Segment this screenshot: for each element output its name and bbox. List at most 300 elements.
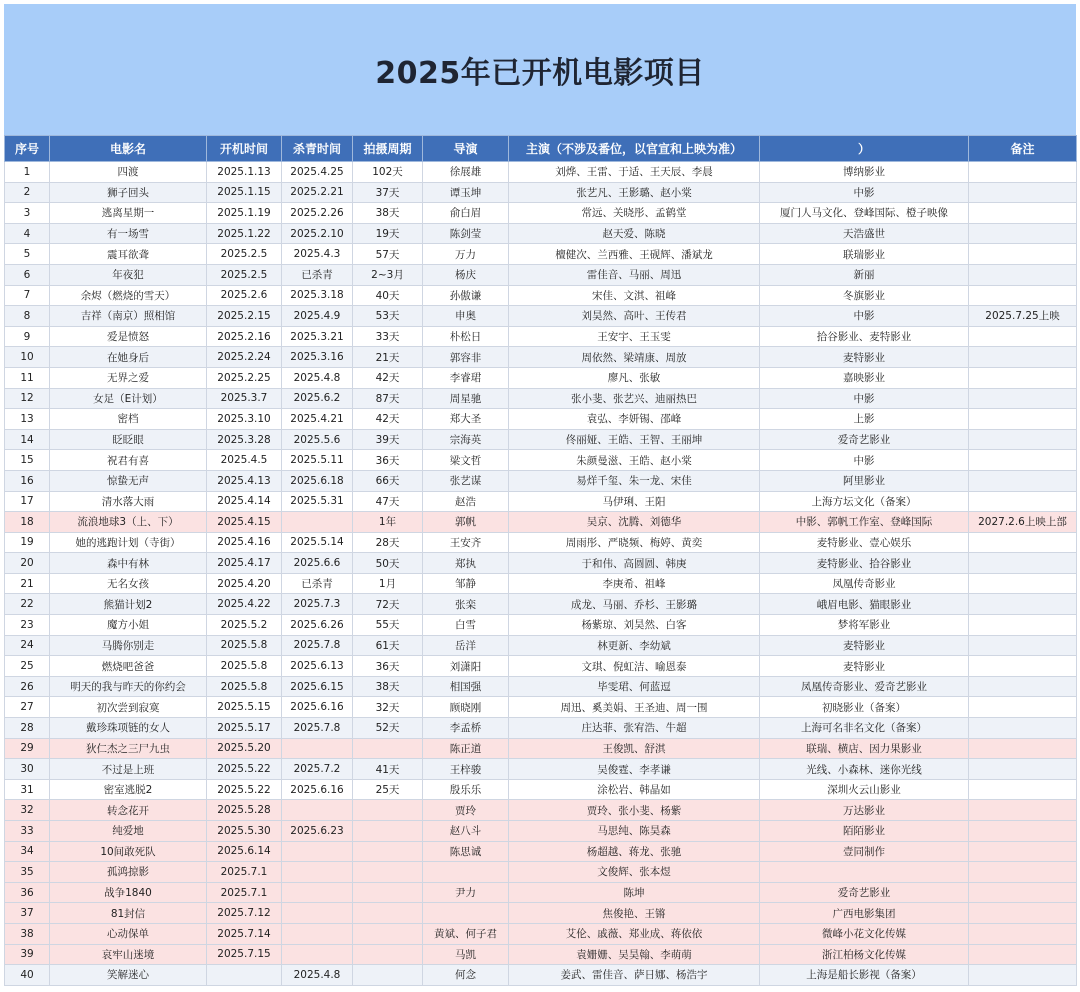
cell-film: 森中有林: [50, 553, 207, 574]
header-director: 导演: [423, 136, 509, 162]
cell-start: 2025.5.8: [207, 656, 282, 677]
cell-film: 逃离星期一: [50, 203, 207, 224]
cell-producer: 冬旗影业: [760, 285, 969, 306]
cell-period: [353, 738, 423, 759]
cell-wrap: 2025.4.8: [282, 367, 353, 388]
table-row: [5, 697, 1077, 718]
cell-no: 14: [5, 429, 50, 450]
cell-wrap: [282, 862, 353, 883]
cell-no: 2: [5, 182, 50, 203]
cell-cast: 文琪、倪虹洁、喻恩泰: [509, 656, 760, 677]
cell-cast: 马思纯、陈昊森: [509, 821, 760, 842]
cell-no: 18: [5, 512, 50, 533]
table-row: [5, 882, 1077, 903]
cell-note: [969, 367, 1077, 388]
cell-no: 10: [5, 347, 50, 368]
cell-director: 郭帆: [423, 512, 509, 533]
cell-cast: 袁弘、李妍锡、邵峰: [509, 409, 760, 430]
table-row: [5, 573, 1077, 594]
cell-period: 38天: [353, 203, 423, 224]
cell-start: 2025.5.15: [207, 697, 282, 718]
cell-producer: 中影、郭帆工作室、登峰国际: [760, 512, 969, 533]
cell-wrap: 已杀青: [282, 264, 353, 285]
cell-director: 徐展雄: [423, 162, 509, 183]
cell-director: 杨庆: [423, 264, 509, 285]
cell-cast: 吴京、沈腾、刘德华: [509, 512, 760, 533]
cell-producer: 博纳影业: [760, 162, 969, 183]
cell-no: 35: [5, 862, 50, 883]
cell-note: [969, 779, 1077, 800]
cell-film: 熊猫计划2: [50, 594, 207, 615]
cell-director: 邹静: [423, 573, 509, 594]
cell-start: 2025.2.5: [207, 264, 282, 285]
cell-no: 3: [5, 203, 50, 224]
cell-cast: 周依然、梁靖康、周放: [509, 347, 760, 368]
cell-no: 6: [5, 264, 50, 285]
cell-wrap: 2025.5.31: [282, 491, 353, 512]
cell-producer: 梦将军影业: [760, 615, 969, 636]
table-row: [5, 429, 1077, 450]
header-note: 备注: [969, 136, 1077, 162]
cell-film: 流浪地球3（上、下）: [50, 512, 207, 533]
table-row: [5, 615, 1077, 636]
cell-period: [353, 821, 423, 842]
cell-film: 不过是上班: [50, 759, 207, 780]
cell-cast: 朱颜曼滋、王皓、赵小棠: [509, 450, 760, 471]
cell-period: 50天: [353, 553, 423, 574]
cell-no: 31: [5, 779, 50, 800]
cell-no: 22: [5, 594, 50, 615]
cell-wrap: 2025.6.16: [282, 779, 353, 800]
cell-period: [353, 841, 423, 862]
cell-cast: 张小斐、张艺兴、迪丽热巴: [509, 388, 760, 409]
cell-producer: 光线、小森林、迷你光线: [760, 759, 969, 780]
cell-period: 52天: [353, 718, 423, 739]
cell-start: 2025.5.17: [207, 718, 282, 739]
cell-producer: 联瑞影业: [760, 244, 969, 265]
table-row: [5, 223, 1077, 244]
cell-no: 36: [5, 882, 50, 903]
cell-wrap: 2025.3.16: [282, 347, 353, 368]
cell-no: 1: [5, 162, 50, 183]
cell-no: 27: [5, 697, 50, 718]
cell-film: 魔方小姐: [50, 615, 207, 636]
cell-cast: 焦俊艳、王锵: [509, 903, 760, 924]
cell-start: 2025.2.16: [207, 326, 282, 347]
cell-start: 2025.1.13: [207, 162, 282, 183]
cell-period: [353, 862, 423, 883]
cell-film: 吉祥（南京）照相馆: [50, 306, 207, 327]
cell-cast: 刘昊然、高叶、王传君: [509, 306, 760, 327]
cell-start: 2025.1.19: [207, 203, 282, 224]
cell-producer: 中影: [760, 388, 969, 409]
table-row: [5, 264, 1077, 285]
cell-film: 无名女孩: [50, 573, 207, 594]
cell-no: 25: [5, 656, 50, 677]
cell-period: 21天: [353, 347, 423, 368]
cell-cast: 吴俊霆、李孝谦: [509, 759, 760, 780]
cell-film: 在她身后: [50, 347, 207, 368]
cell-period: 37天: [353, 182, 423, 203]
cell-period: [353, 944, 423, 965]
cell-no: 26: [5, 676, 50, 697]
cell-cast: 于和伟、高圆圆、韩庚: [509, 553, 760, 574]
cell-note: [969, 553, 1077, 574]
cell-director: 李孟桥: [423, 718, 509, 739]
cell-start: 2025.4.14: [207, 491, 282, 512]
table-row: [5, 841, 1077, 862]
header-producer: [760, 136, 969, 162]
cell-film: 马腾你别走: [50, 635, 207, 656]
cell-start: 2025.3.28: [207, 429, 282, 450]
cell-wrap: 2025.2.10: [282, 223, 353, 244]
cell-start: 2025.1.22: [207, 223, 282, 244]
cell-wrap: 2025.3.18: [282, 285, 353, 306]
table-row: [5, 923, 1077, 944]
cell-period: 40天: [353, 285, 423, 306]
title-band: [4, 4, 1076, 135]
cell-film: 笑解迷心: [50, 965, 207, 986]
cell-period: 19天: [353, 223, 423, 244]
cell-cast: 杨超越、蒋龙、张驰: [509, 841, 760, 862]
cell-film: 无界之爱: [50, 367, 207, 388]
table-body: [5, 162, 1077, 986]
cell-no: 17: [5, 491, 50, 512]
cell-start: 2025.4.22: [207, 594, 282, 615]
table-row: [5, 306, 1077, 327]
cell-no: 39: [5, 944, 50, 965]
cell-note: [969, 944, 1077, 965]
cell-producer: 凤凰传奇影业、爱奇艺影业: [760, 676, 969, 697]
cell-director: 俞白眉: [423, 203, 509, 224]
cell-no: 28: [5, 718, 50, 739]
table-row: [5, 718, 1077, 739]
cell-film: 有一场雪: [50, 223, 207, 244]
cell-wrap: 2025.5.6: [282, 429, 353, 450]
cell-director: 顾晓刚: [423, 697, 509, 718]
cell-producer: 峨眉电影、猫眼影业: [760, 594, 969, 615]
cell-film: 转念花开: [50, 800, 207, 821]
cell-note: [969, 347, 1077, 368]
cell-no: 4: [5, 223, 50, 244]
cell-wrap: 2025.4.3: [282, 244, 353, 265]
cell-no: 7: [5, 285, 50, 306]
cell-no: 30: [5, 759, 50, 780]
cell-no: 15: [5, 450, 50, 471]
cell-start: 2025.5.22: [207, 759, 282, 780]
table-row: [5, 491, 1077, 512]
cell-film: 哀牢山迷境: [50, 944, 207, 965]
cell-period: 55天: [353, 615, 423, 636]
header-producer-suffix: ）: [857, 142, 870, 156]
cell-start: 2025.7.15: [207, 944, 282, 965]
cell-producer: 麦特影业、拾谷影业: [760, 553, 969, 574]
cell-note: [969, 903, 1077, 924]
cell-period: 33天: [353, 326, 423, 347]
page-title: 2025年已开机电影项目: [375, 55, 705, 91]
cell-period: 87天: [353, 388, 423, 409]
header-wrap: 杀青时间: [282, 136, 353, 162]
cell-film: 孤鸿掠影: [50, 862, 207, 883]
cell-producer: 阿里影业: [760, 470, 969, 491]
cell-note: [969, 223, 1077, 244]
cell-producer: 中影: [760, 182, 969, 203]
cell-cast: 周雨彤、严晓频、梅婷、黄奕: [509, 532, 760, 553]
cell-period: [353, 923, 423, 944]
cell-wrap: [282, 512, 353, 533]
cell-cast: 檀健次、兰西雅、王砚辉、潘斌龙: [509, 244, 760, 265]
table-row: [5, 388, 1077, 409]
cell-no: 12: [5, 388, 50, 409]
cell-producer: 微峰小花文化传媒: [760, 923, 969, 944]
table-row: [5, 594, 1077, 615]
cell-start: [207, 965, 282, 986]
cell-note: 2025.7.25上映: [969, 306, 1077, 327]
table-row: [5, 635, 1077, 656]
cell-note: [969, 656, 1077, 677]
cell-no: 37: [5, 903, 50, 924]
cell-producer: 陌陌影业: [760, 821, 969, 842]
cell-start: 2025.5.8: [207, 635, 282, 656]
cell-note: [969, 718, 1077, 739]
cell-period: [353, 882, 423, 903]
table-row: [5, 779, 1077, 800]
cell-wrap: 2025.6.16: [282, 697, 353, 718]
cell-no: 23: [5, 615, 50, 636]
cell-note: [969, 264, 1077, 285]
cell-film: 清水落大雨: [50, 491, 207, 512]
header-period: 拍摄周期: [353, 136, 423, 162]
cell-director: 岳洋: [423, 635, 509, 656]
cell-cast: 宋佳、文淇、祖峰: [509, 285, 760, 306]
cell-cast: 文俊辉、张本煜: [509, 862, 760, 883]
table-row: [5, 965, 1077, 986]
cell-wrap: 2025.2.21: [282, 182, 353, 203]
cell-film: 密档: [50, 409, 207, 430]
cell-start: 2025.5.2: [207, 615, 282, 636]
cell-note: [969, 635, 1077, 656]
cell-producer: 上海方坛文化（备案）: [760, 491, 969, 512]
cell-cast: 林更新、李幼斌: [509, 635, 760, 656]
cell-start: 2025.1.15: [207, 182, 282, 203]
cell-period: 25天: [353, 779, 423, 800]
cell-start: 2025.7.1: [207, 882, 282, 903]
cell-note: [969, 965, 1077, 986]
cell-director: 赵浩: [423, 491, 509, 512]
cell-producer: 麦特影业、壹心娱乐: [760, 532, 969, 553]
cell-period: 1年: [353, 512, 423, 533]
cell-cast: 庄达菲、张宥浩、牛超: [509, 718, 760, 739]
cell-director: 李睿珺: [423, 367, 509, 388]
cell-wrap: 已杀青: [282, 573, 353, 594]
table-row: [5, 738, 1077, 759]
cell-film: 心动保单: [50, 923, 207, 944]
cell-start: 2025.4.5: [207, 450, 282, 471]
cell-cast: 姜武、雷佳音、萨日娜、杨浩宇: [509, 965, 760, 986]
cell-no: 21: [5, 573, 50, 594]
table-row: [5, 862, 1077, 883]
cell-no: 11: [5, 367, 50, 388]
cell-note: [969, 676, 1077, 697]
cell-director: [423, 903, 509, 924]
table-row: [5, 759, 1077, 780]
cell-no: 20: [5, 553, 50, 574]
table-row: [5, 944, 1077, 965]
cell-producer: 浙江柏杨文化传媒: [760, 944, 969, 965]
cell-cast: 易烊千玺、朱一龙、宋佳: [509, 470, 760, 491]
cell-period: 2~3月: [353, 264, 423, 285]
cell-film: 初次尝到寂寞: [50, 697, 207, 718]
cell-producer: 嘉映影业: [760, 367, 969, 388]
cell-producer: 麦特影业: [760, 635, 969, 656]
cell-start: 2025.3.10: [207, 409, 282, 430]
header-no: 序号: [5, 136, 50, 162]
cell-period: 42天: [353, 409, 423, 430]
cell-start: 2025.4.13: [207, 470, 282, 491]
cell-director: 郑执: [423, 553, 509, 574]
cell-no: 13: [5, 409, 50, 430]
cell-film: 祝君有喜: [50, 450, 207, 471]
cell-producer: 新丽: [760, 264, 969, 285]
cell-note: [969, 594, 1077, 615]
cell-director: 王梓骏: [423, 759, 509, 780]
cell-no: 34: [5, 841, 50, 862]
table-row: [5, 326, 1077, 347]
cell-no: 9: [5, 326, 50, 347]
cell-note: [969, 697, 1077, 718]
cell-no: 16: [5, 470, 50, 491]
header-cast: 主演（不涉及番位，以官宣和上映为准）: [509, 136, 760, 162]
cell-cast: 陈坤: [509, 882, 760, 903]
cell-note: [969, 923, 1077, 944]
cell-wrap: 2025.6.26: [282, 615, 353, 636]
cell-period: 39天: [353, 429, 423, 450]
cell-wrap: 2025.4.25: [282, 162, 353, 183]
table-row: [5, 450, 1077, 471]
cell-producer: 天浩盛世: [760, 223, 969, 244]
cell-producer: 初晓影业（备案）: [760, 697, 969, 718]
table-row: [5, 285, 1077, 306]
cell-director: 梁文哲: [423, 450, 509, 471]
cell-no: 33: [5, 821, 50, 842]
cell-cast: 常远、关晓彤、孟鹤堂: [509, 203, 760, 224]
cell-director: 郑大圣: [423, 409, 509, 430]
cell-film: 她的逃跑计划（寺街）: [50, 532, 207, 553]
cell-wrap: [282, 738, 353, 759]
cell-note: 2027.2.6上映上部: [969, 512, 1077, 533]
cell-wrap: [282, 800, 353, 821]
cell-wrap: [282, 944, 353, 965]
cell-wrap: 2025.6.13: [282, 656, 353, 677]
cell-wrap: 2025.6.15: [282, 676, 353, 697]
cell-film: 震耳欲聋: [50, 244, 207, 265]
cell-wrap: 2025.6.2: [282, 388, 353, 409]
cell-note: [969, 573, 1077, 594]
cell-producer: [760, 862, 969, 883]
cell-director: 黄斌、何子君: [423, 923, 509, 944]
cell-cast: 刘烨、王雷、于适、王天辰、李晨: [509, 162, 760, 183]
cell-note: [969, 409, 1077, 430]
cell-wrap: 2025.6.23: [282, 821, 353, 842]
table-row: [5, 203, 1077, 224]
cell-wrap: [282, 882, 353, 903]
cell-period: 57天: [353, 244, 423, 265]
cell-cast: 王俊凯、舒淇: [509, 738, 760, 759]
cell-director: 陈思诚: [423, 841, 509, 862]
cell-period: 102天: [353, 162, 423, 183]
cell-director: 陈剑莹: [423, 223, 509, 244]
cell-director: 张艺谋: [423, 470, 509, 491]
cell-period: 28天: [353, 532, 423, 553]
cell-note: [969, 470, 1077, 491]
cell-note: [969, 429, 1077, 450]
cell-no: 32: [5, 800, 50, 821]
cell-producer: 中影: [760, 450, 969, 471]
cell-note: [969, 244, 1077, 265]
cell-wrap: 2025.7.8: [282, 635, 353, 656]
cell-film: 年夜犯: [50, 264, 207, 285]
cell-start: 2025.7.12: [207, 903, 282, 924]
cell-director: [423, 862, 509, 883]
cell-cast: 贾玲、张小斐、杨紫: [509, 800, 760, 821]
cell-producer: 联瑞、横店、因力果影业: [760, 738, 969, 759]
cell-no: 19: [5, 532, 50, 553]
table-row: [5, 182, 1077, 203]
cell-start: 2025.2.25: [207, 367, 282, 388]
header-start: 开机时间: [207, 136, 282, 162]
cell-start: 2025.7.1: [207, 862, 282, 883]
cell-film: 纯爱地: [50, 821, 207, 842]
cell-producer: 上海是船长影视（备案）: [760, 965, 969, 986]
cell-wrap: 2025.6.6: [282, 553, 353, 574]
cell-note: [969, 203, 1077, 224]
cell-no: 5: [5, 244, 50, 265]
cell-period: 47天: [353, 491, 423, 512]
cell-note: [969, 800, 1077, 821]
cell-note: [969, 882, 1077, 903]
cell-start: 2025.2.5: [207, 244, 282, 265]
cell-period: 1月: [353, 573, 423, 594]
cell-period: 32天: [353, 697, 423, 718]
cell-start: 2025.2.6: [207, 285, 282, 306]
cell-no: 38: [5, 923, 50, 944]
cell-director: 申奥: [423, 306, 509, 327]
cell-cast: 雷佳音、马丽、周迅: [509, 264, 760, 285]
cell-period: [353, 903, 423, 924]
cell-start: 2025.4.17: [207, 553, 282, 574]
cell-period: 41天: [353, 759, 423, 780]
cell-director: 王安齐: [423, 532, 509, 553]
spreadsheet: [4, 4, 1076, 990]
cell-director: 宗海英: [423, 429, 509, 450]
table-row: [5, 409, 1077, 430]
cell-producer: 凤凰传奇影业: [760, 573, 969, 594]
cell-director: 白雪: [423, 615, 509, 636]
cell-film: 戴珍珠项链的女人: [50, 718, 207, 739]
table-row: [5, 470, 1077, 491]
cell-start: 2025.4.20: [207, 573, 282, 594]
cell-period: 61天: [353, 635, 423, 656]
cell-note: [969, 162, 1077, 183]
cell-director: 何念: [423, 965, 509, 986]
table-row: [5, 553, 1077, 574]
cell-director: 陈正道: [423, 738, 509, 759]
cell-wrap: 2025.7.3: [282, 594, 353, 615]
cell-no: 29: [5, 738, 50, 759]
header-row: [5, 136, 1077, 162]
cell-wrap: 2025.5.11: [282, 450, 353, 471]
cell-wrap: 2025.7.2: [282, 759, 353, 780]
